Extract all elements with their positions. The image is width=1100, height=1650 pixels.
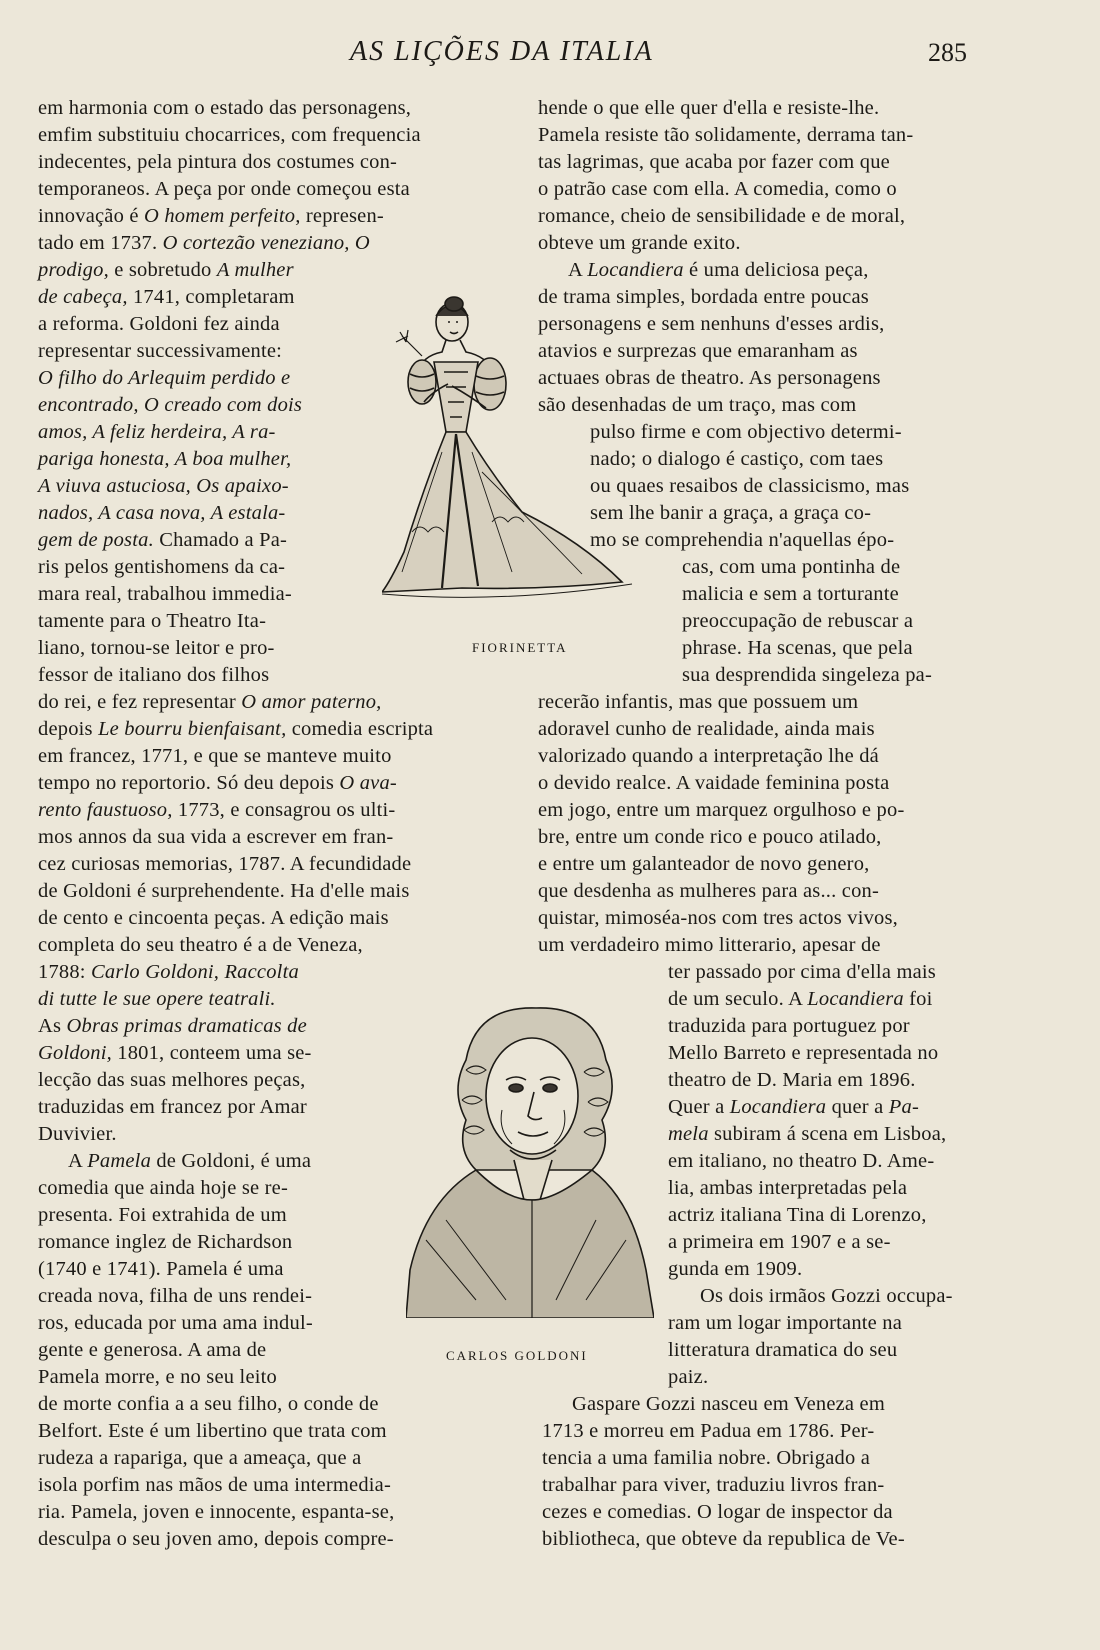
text-segment: subiram á scena em Lisboa, xyxy=(708,1123,947,1145)
text-segment: 1801, conteem uma se- xyxy=(111,1042,312,1064)
right-text-line xyxy=(538,878,998,905)
text-segment: mara real, trabalhou immedia- xyxy=(38,583,292,605)
text-segment: 1713 e morreu em Padua em 1786. Per- xyxy=(542,1420,875,1442)
right-text-line xyxy=(668,1067,998,1094)
left-text-line xyxy=(38,1202,372,1229)
text-segment: de cento e cincoenta peças. A edição mais xyxy=(38,907,389,929)
text-segment: paiz. xyxy=(668,1366,709,1388)
text-segment: cez curiosas memorias, 1787. A fecundidade xyxy=(38,853,412,875)
text-segment: personagens e sem nenhuns d'esses ardis, xyxy=(538,313,885,335)
text-segment: rento faustuoso, xyxy=(38,799,173,821)
left-text-line xyxy=(38,581,352,608)
text-segment: hende o que elle quer d'ella e resiste-lhe. xyxy=(538,97,880,119)
text-segment: tencia a uma familia nobre. Obrigado a xyxy=(542,1447,871,1469)
text-segment: Chamado a Pa- xyxy=(153,529,288,551)
left-text-line xyxy=(38,743,498,770)
right-text-line xyxy=(538,689,998,716)
text-segment: obteve um grande exito. xyxy=(538,232,741,254)
right-text-line xyxy=(568,257,1028,284)
left-text-line xyxy=(38,176,498,203)
left-text-line xyxy=(38,95,498,122)
left-text-line xyxy=(38,1391,498,1418)
text-segment: tempo no reportorio. Só deu depois xyxy=(38,772,340,794)
right-text-line xyxy=(538,122,998,149)
text-segment: ter passado por cima d'ella mais xyxy=(668,961,936,983)
text-segment: o patrão case com ella. A comedia, como o xyxy=(538,178,897,200)
text-segment: atavios e surprezas que emaranham as xyxy=(538,340,858,362)
text-segment: cas, com uma pontinha de xyxy=(682,556,901,578)
text-segment: romance inglez de Richardson xyxy=(38,1231,293,1253)
text-segment: ros, educada por uma ama indul- xyxy=(38,1312,313,1334)
text-segment: rudeza a rapariga, que a ameaça, que a xyxy=(38,1447,362,1469)
left-text-line xyxy=(68,1148,402,1175)
left-text-line xyxy=(38,1121,372,1148)
text-segment: do rei, e fez representar xyxy=(38,691,242,713)
text-segment: Locandiera xyxy=(729,1096,827,1118)
text-segment: foi xyxy=(903,988,933,1010)
left-text-line xyxy=(38,230,498,257)
right-text-line xyxy=(668,986,998,1013)
right-text-line xyxy=(682,608,998,635)
text-segment: nados, A casa nova, A estala- xyxy=(38,502,286,524)
text-segment: Le bourru bienfaisant, xyxy=(98,718,287,740)
left-text-line xyxy=(38,608,352,635)
text-segment: ria. Pamela, joven e innocente, espanta-se, xyxy=(38,1501,395,1523)
text-segment: comedia que ainda hoje se re- xyxy=(38,1177,288,1199)
right-text-line xyxy=(668,1310,998,1337)
left-text-line xyxy=(38,257,352,284)
text-segment: encontrado, O creado com dois xyxy=(38,394,303,416)
right-text-line xyxy=(538,851,998,878)
left-text-line xyxy=(38,797,498,824)
running-header xyxy=(0,36,1100,76)
right-text-line xyxy=(538,905,998,932)
left-text-line xyxy=(38,1040,372,1067)
right-text-line xyxy=(682,635,998,662)
text-segment: emfim substituiu chocarrices, com frequencia xyxy=(38,124,421,146)
left-text-line xyxy=(38,1013,372,1040)
text-segment: ris pelos gentishomens da ca- xyxy=(38,556,286,578)
text-segment: 1741, completaram xyxy=(127,286,295,308)
goldoni-caption: CARLOS GOLDONI xyxy=(446,1348,588,1363)
text-segment: traduzidas em francez por Amar xyxy=(38,1096,307,1118)
left-text-line xyxy=(38,851,498,878)
left-text-line xyxy=(38,311,352,338)
text-segment: a primeira em 1907 e a se- xyxy=(668,1231,891,1253)
left-text-line xyxy=(38,824,498,851)
text-segment: actriz italiana Tina di Lorenzo, xyxy=(668,1204,927,1226)
text-segment: Duvivier. xyxy=(38,1123,117,1145)
fiorinetta-caption: FIORINETTA xyxy=(472,640,568,655)
left-text-line xyxy=(38,635,352,662)
text-segment: mela xyxy=(668,1123,709,1145)
text-segment: O cortezão veneziano, O xyxy=(162,232,370,254)
text-segment: e entre um galanteador de novo genero, xyxy=(538,853,870,875)
right-text-line xyxy=(668,1229,998,1256)
text-segment: de cabeça, xyxy=(38,286,128,308)
left-text-line xyxy=(38,338,352,365)
text-segment: Pamela morre, e no seu leito xyxy=(38,1366,277,1388)
right-text-line xyxy=(538,716,998,743)
text-segment: represen- xyxy=(300,205,384,227)
left-text-line xyxy=(38,1499,498,1526)
text-segment: sua desprendida singeleza pa- xyxy=(682,664,932,686)
left-text-line xyxy=(38,986,372,1013)
text-segment: que desdenha as mulheres para as... con- xyxy=(538,880,879,902)
text-segment: em jogo, entre um marquez orgulhoso e po- xyxy=(538,799,905,821)
text-segment: lecção das suas melhores peças, xyxy=(38,1069,306,1091)
text-segment: adoravel cunho de realidade, ainda mais xyxy=(538,718,875,740)
text-segment: (1740 e 1741). Pamela é uma xyxy=(38,1258,284,1280)
text-segment: mos annos da sua vida a escrever em fran- xyxy=(38,826,394,848)
text-segment: prodigo, xyxy=(38,259,109,281)
text-segment: valorizado quando a interpretação lhe dá xyxy=(538,745,879,767)
right-text-line xyxy=(668,1148,998,1175)
text-segment: preoccupação de rebuscar a xyxy=(682,610,914,632)
text-segment: Pamela resiste tão solidamente, derrama tan- xyxy=(538,124,914,146)
right-text-line xyxy=(668,1040,998,1067)
right-text-line xyxy=(538,932,998,959)
left-text-line xyxy=(38,122,498,149)
left-text-line xyxy=(38,473,352,500)
right-text-line xyxy=(668,1256,998,1283)
text-segment: desculpa o seu joven amo, depois compre- xyxy=(38,1528,394,1550)
right-text-line xyxy=(668,1094,998,1121)
text-segment: são desenhadas de um traço, mas com xyxy=(538,394,857,416)
text-segment: malicia e sem a torturante xyxy=(682,583,899,605)
text-segment: mo se comprehendia n'aquellas épo- xyxy=(590,529,895,551)
left-text-line xyxy=(38,932,498,959)
left-text-line xyxy=(38,419,352,446)
text-segment: depois xyxy=(38,718,99,740)
left-text-line xyxy=(38,905,498,932)
text-segment: comedia escripta xyxy=(286,718,434,740)
left-text-line xyxy=(38,446,352,473)
right-text-line xyxy=(682,581,998,608)
text-segment: O amor paterno, xyxy=(241,691,382,713)
right-text-line xyxy=(668,1337,998,1364)
text-segment: gem de posta. xyxy=(38,529,154,551)
left-text-line xyxy=(38,1472,498,1499)
woman-in-gown-icon xyxy=(382,292,662,610)
text-segment: gente e generosa. A ama de xyxy=(38,1339,267,1361)
right-text-line xyxy=(668,1013,998,1040)
text-segment: Mello Barreto e representada no xyxy=(668,1042,939,1064)
text-segment: Locandiera xyxy=(587,259,684,281)
text-segment: de morte confia a a seu filho, o conde de xyxy=(38,1393,379,1415)
text-segment: de um seculo. A xyxy=(668,988,808,1010)
fiorinetta-illustration xyxy=(382,292,662,610)
text-segment: temporaneos. A peça por onde começou esta xyxy=(38,178,410,200)
text-segment: um verdadeiro mimo litterario, apesar de xyxy=(538,934,881,956)
left-text-line xyxy=(38,500,352,527)
left-text-line xyxy=(38,1364,372,1391)
text-segment: de trama simples, bordada entre poucas xyxy=(538,286,869,308)
left-text-line xyxy=(38,1256,372,1283)
left-text-line xyxy=(38,959,372,986)
text-segment: o devido realce. A vaidade feminina posta xyxy=(538,772,890,794)
running-title: AS LIÇÕES DA ITALIA xyxy=(350,36,654,67)
right-text-line xyxy=(538,824,998,851)
text-segment: di tutte le sue opere teatrali. xyxy=(38,988,276,1010)
left-text-line xyxy=(38,716,498,743)
left-text-line xyxy=(38,878,498,905)
left-text-line xyxy=(38,1229,372,1256)
text-segment: A xyxy=(68,1150,88,1172)
text-segment: indecentes, pela pintura dos costumes con- xyxy=(38,151,398,173)
right-text-line xyxy=(538,770,998,797)
right-text-line xyxy=(668,1175,998,1202)
text-segment: O filho do Arlequim perdido e xyxy=(38,367,291,389)
text-segment: Pa- xyxy=(888,1096,919,1118)
text-segment: bre, entre um conde rico e pouco atilado, xyxy=(538,826,882,848)
left-text-line xyxy=(38,203,498,230)
left-text-line xyxy=(38,1310,372,1337)
text-segment: Pamela xyxy=(87,1150,152,1172)
right-text-line xyxy=(682,554,998,581)
right-text-line xyxy=(668,959,998,986)
left-text-line xyxy=(38,770,498,797)
text-segment: litteratura dramatica do seu xyxy=(668,1339,898,1361)
text-segment: phrase. Ha scenas, que pela xyxy=(682,637,913,659)
text-segment: pulso firme e com objectivo determi- xyxy=(590,421,902,443)
text-segment: Gaspare Gozzi nasceu em Veneza em xyxy=(572,1393,885,1415)
right-text-line xyxy=(538,743,998,770)
left-text-line xyxy=(38,527,352,554)
text-segment: traduzida para portuguez por xyxy=(668,1015,910,1037)
text-segment: isola porfim nas mãos de uma intermedia- xyxy=(38,1474,391,1496)
text-segment: pariga honesta, A boa mulher, xyxy=(38,448,292,470)
text-segment: Quer a xyxy=(668,1096,730,1118)
right-text-line xyxy=(538,203,998,230)
right-text-line xyxy=(542,1472,998,1499)
text-segment: innovação é xyxy=(38,205,144,227)
right-text-line xyxy=(538,230,998,257)
right-text-line xyxy=(538,95,998,122)
right-text-line xyxy=(538,176,998,203)
text-segment: Belfort. Este é um libertino que trata com xyxy=(38,1420,387,1442)
text-segment: O ava- xyxy=(339,772,397,794)
right-text-line xyxy=(538,797,998,824)
right-text-line xyxy=(700,1283,1030,1310)
text-segment: 1788: xyxy=(38,961,92,983)
right-text-line xyxy=(668,1121,998,1148)
left-text-line xyxy=(38,1337,372,1364)
text-segment: O homem perfeito, xyxy=(144,205,301,227)
right-text-line xyxy=(538,149,998,176)
text-segment: e sobretudo xyxy=(108,259,217,281)
text-segment: A mulher xyxy=(216,259,294,281)
text-segment: ram um logar importante na xyxy=(668,1312,903,1334)
text-segment: recerão infantis, mas que possuem um xyxy=(538,691,859,713)
text-segment: actuaes obras de theatro. As personagens xyxy=(538,367,881,389)
text-segment: cezes e comedias. O logar de inspector da xyxy=(542,1501,893,1523)
text-segment: trabalhar para viver, traduziu livros fran- xyxy=(542,1474,885,1496)
left-text-line xyxy=(38,662,352,689)
right-text-line xyxy=(572,1391,1028,1418)
text-segment: lia, ambas interpretadas pela xyxy=(668,1177,908,1199)
left-text-line xyxy=(38,392,352,419)
text-segment: quer a xyxy=(826,1096,889,1118)
text-segment: de Goldoni é surprehendente. Ha d'elle mais xyxy=(38,880,410,902)
text-segment: Goldoni, xyxy=(38,1042,112,1064)
man-portrait-icon xyxy=(406,1000,654,1318)
text-segment: bibliotheca, que obteve da republica de Ve- xyxy=(542,1528,905,1550)
text-segment: liano, tornou-se leitor e pro- xyxy=(38,637,275,659)
text-segment: romance, cheio de sensibilidade e de moral, xyxy=(538,205,906,227)
left-text-line xyxy=(38,554,352,581)
text-segment: tado em 1737. xyxy=(38,232,163,254)
right-text-line xyxy=(542,1445,998,1472)
text-segment: sem lhe banir a graça, a graça co- xyxy=(590,502,872,524)
left-text-line xyxy=(38,1283,372,1310)
left-text-line xyxy=(38,1526,498,1553)
text-segment: fessor de italiano dos filhos xyxy=(38,664,270,686)
left-text-line xyxy=(38,1175,372,1202)
text-segment: creada nova, filha de uns rendei- xyxy=(38,1285,313,1307)
right-text-line xyxy=(682,662,998,689)
text-segment: ou quaes resaibos de classicismo, mas xyxy=(590,475,910,497)
text-segment: 1773, e consagrou os ulti- xyxy=(172,799,396,821)
text-segment: de Goldoni, é uma xyxy=(151,1150,312,1172)
left-text-line xyxy=(38,149,498,176)
right-text-line xyxy=(542,1526,998,1553)
right-text-line xyxy=(668,1202,998,1229)
text-segment: em francez, 1771, e que se manteve muito xyxy=(38,745,392,767)
text-segment: nado; o dialogo é castiço, com taes xyxy=(590,448,884,470)
text-segment: amos, A feliz herdeira, A ra- xyxy=(38,421,276,443)
text-segment: As xyxy=(38,1015,67,1037)
goldoni-portrait xyxy=(406,1000,654,1318)
left-text-line xyxy=(38,689,498,716)
text-segment: Obras primas dramaticas de xyxy=(66,1015,307,1037)
text-segment: completa do seu theatro é a de Veneza, xyxy=(38,934,363,956)
left-text-line xyxy=(38,1418,498,1445)
right-text-line xyxy=(542,1418,998,1445)
right-text-line xyxy=(668,1364,998,1391)
text-segment: A viuva astuciosa, Os apaixo- xyxy=(38,475,289,497)
text-segment: tamente para o Theatro Ita- xyxy=(38,610,267,632)
text-segment: Locandiera xyxy=(807,988,904,1010)
page-number: 285 xyxy=(928,38,967,67)
text-segment: A xyxy=(568,259,588,281)
left-text-line xyxy=(38,1067,372,1094)
text-segment: presenta. Foi extrahida de um xyxy=(38,1204,287,1226)
text-segment: Carlo Goldoni, Raccolta xyxy=(91,961,299,983)
text-segment: quistar, mimoséa-nos com tres actos vivos, xyxy=(538,907,899,929)
text-segment: Os dois irmãos Gozzi occupa- xyxy=(700,1285,953,1307)
left-text-line xyxy=(38,365,352,392)
text-segment: em harmonia com o estado das personagens, xyxy=(38,97,412,119)
right-text-line xyxy=(542,1499,998,1526)
text-segment: é uma deliciosa peça, xyxy=(683,259,869,281)
text-segment: em italiano, no theatro D. Ame- xyxy=(668,1150,935,1172)
text-segment: theatro de D. Maria em 1896. xyxy=(668,1069,916,1091)
text-segment: tas lagrimas, que acaba por fazer com que xyxy=(538,151,890,173)
left-text-line xyxy=(38,1094,372,1121)
text-segment: gunda em 1909. xyxy=(668,1258,803,1280)
left-text-line xyxy=(38,1445,498,1472)
text-segment: a reforma. Goldoni fez ainda xyxy=(38,313,280,335)
left-text-line xyxy=(38,284,352,311)
text-segment: representar successivamente: xyxy=(38,340,283,362)
